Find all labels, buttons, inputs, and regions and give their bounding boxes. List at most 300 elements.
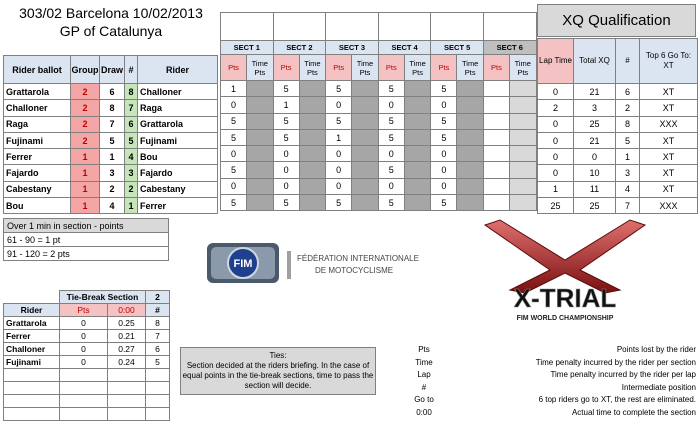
tie-cell: 0 [60,317,108,330]
group-value: 2 [71,132,100,148]
section-time-cell [457,146,484,162]
event-title-line1: 303/02 Barcelona 10/02/2013 [19,5,203,21]
section-pts-cell: 0 [378,146,404,162]
section-pts-cell: 0 [273,162,299,178]
xtrial-x-icon [470,215,660,325]
section-time-cell [247,113,274,129]
rider-number: 5 [125,132,138,148]
section-pts-cell [483,129,509,145]
section-time-cell [247,129,274,145]
legend-row [400,345,696,358]
rider-number: 2 [125,181,138,197]
section-pts-cell: 5 [273,195,299,211]
header-rider-ballot: Rider ballot [4,56,71,84]
section-pts-cell: 0 [326,178,352,194]
section-pts-cell: 5 [326,195,352,211]
section-time-cell [509,162,536,178]
tie-row [4,317,170,330]
xq-row [538,84,698,100]
section-time-cell [247,97,274,113]
rider-name: Raga [138,100,218,116]
xq-cell: XT [640,181,698,197]
section-header: SECT 6 [483,41,536,55]
xq-cell: XT [640,132,698,148]
tie-header: Rider [4,304,60,317]
ties-title: Ties: [269,351,287,360]
tie-cell [146,382,170,395]
section-blank-cell [273,13,326,41]
xtrial-logo [470,215,660,325]
ballot-rider-name: Bou [4,198,71,214]
over-time-rule: 61 - 90 = 1 pt [4,233,169,247]
tie-cell [4,369,60,382]
xq-cell: 5 [616,132,640,148]
section-pts-cell [483,97,509,113]
xq-cell: 0 [538,149,574,165]
legend-value: Actual time to complete the section [571,407,696,417]
tie-break-section-label: Tie-Break Section [60,291,146,304]
section-row [221,146,537,162]
tie-header: 0:00 [108,304,146,317]
xq-cell: XT [640,165,698,181]
section-time-cell [247,81,274,97]
section-time-cell [509,113,536,129]
section-header: SECT 2 [273,41,326,55]
tie-break-section-number: 2 [146,291,170,304]
section-time-cell [299,81,326,97]
section-pts-header: Pts [378,55,404,81]
rider-name: Fajardo [138,165,218,181]
section-time-cell [299,97,326,113]
section-time-cell [404,81,431,97]
section-pts-cell [483,113,509,129]
draw-value: 1 [100,149,125,165]
section-pts-cell: 5 [431,195,457,211]
xq-header: Top 6 Go To: XT [640,39,698,84]
rider-number: 6 [125,116,138,132]
section-pts-cell: 0 [326,97,352,113]
section-pts-cell: 0 [273,178,299,194]
xq-cell: 7 [616,198,640,214]
section-time-cell [352,178,379,194]
xq-cell: 1 [616,149,640,165]
section-time-header: Time Pts [247,55,274,81]
section-time-header: Time Pts [299,55,326,81]
tie-break-table [3,290,170,421]
section-row [221,129,537,145]
section-time-cell [404,97,431,113]
section-pts-cell: 5 [221,195,247,211]
tie-cell: 0.25 [108,317,146,330]
xtrial-name: X-TRIAL [513,283,617,313]
rider-row [4,198,218,214]
draw-value: 7 [100,116,125,132]
section-pts-cell: 0 [431,97,457,113]
tie-cell [108,395,146,408]
tie-cell [146,369,170,382]
ballot-rider-name: Fujinami [4,132,71,148]
section-pts-cell: 0 [378,97,404,113]
section-pts-cell: 5 [273,129,299,145]
section-time-cell [404,195,431,211]
ties-note [180,347,376,395]
section-time-cell [299,146,326,162]
tie-cell: Grattarola [4,317,60,330]
draw-value: 3 [100,165,125,181]
section-time-cell [247,162,274,178]
legend-row [400,370,696,383]
section-row [221,195,537,211]
ballot-rider-name: Grattarola [4,84,71,100]
section-time-cell [352,195,379,211]
legend-row [400,358,696,371]
group-value: 1 [71,181,100,197]
xq-cell: 10 [574,165,616,181]
section-pts-header: Pts [431,55,457,81]
tie-header: Pts [60,304,108,317]
tie-cell: 0 [60,356,108,369]
section-pts-cell: 0 [221,178,247,194]
over-time-table [3,218,169,261]
rider-number: 7 [125,100,138,116]
section-time-cell [457,195,484,211]
section-pts-cell: 5 [221,162,247,178]
rider-number: 4 [125,149,138,165]
section-time-cell [509,97,536,113]
section-time-cell [352,81,379,97]
rider-row [4,149,218,165]
xq-cell: XT [640,149,698,165]
section-pts-cell: 5 [221,129,247,145]
section-pts-cell: 5 [326,113,352,129]
section-header: SECT 4 [378,41,431,55]
tie-cell [146,408,170,421]
section-time-cell [457,113,484,129]
rider-name: Grattarola [138,116,218,132]
rider-number: 8 [125,84,138,100]
sections-table [220,12,537,211]
tie-cell [4,395,60,408]
section-time-cell [404,146,431,162]
section-pts-cell [483,178,509,194]
tie-cell: 8 [146,317,170,330]
event-title-line2: GP of Catalunya [59,23,163,39]
legend [400,345,696,420]
section-pts-cell: 5 [273,113,299,129]
section-time-cell [509,146,536,162]
section-pts-header: Pts [221,55,247,81]
section-time-cell [404,129,431,145]
draw-value: 2 [100,181,125,197]
section-blank-cell [483,13,536,41]
tie-cell: 0.24 [108,356,146,369]
xq-cell: XXX [640,116,698,132]
section-row [221,97,537,113]
rider-name: Bou [138,149,218,165]
section-pts-cell [483,162,509,178]
group-value: 1 [71,149,100,165]
rider-row [4,100,218,116]
fim-badge-text: FIM [233,258,253,270]
header-group: Group [71,56,100,84]
xq-cell: 3 [616,165,640,181]
section-pts-cell: 5 [431,113,457,129]
xq-cell: 0 [538,116,574,132]
section-blank-cell [221,13,274,41]
legend-value: Points lost by the rider [616,345,696,354]
group-value: 1 [71,198,100,214]
fim-text-line1: FÉDÉRATION INTERNATIONALE [297,254,419,263]
fim-logo [205,235,419,305]
tie-row [4,356,170,369]
section-time-cell [247,195,274,211]
tie-cell [108,369,146,382]
section-header: SECT 3 [326,41,379,55]
xq-cell: 21 [574,84,616,100]
tie-cell: 5 [146,356,170,369]
section-time-header: Time Pts [404,55,431,81]
section-pts-header: Pts [273,55,299,81]
section-pts-cell: 5 [378,129,404,145]
legend-row [400,383,696,396]
section-time-cell [509,129,536,145]
legend-value: 6 top riders go to XT, the rest are eliminated. [538,395,696,404]
section-pts-cell: 5 [378,81,404,97]
header-rider: Rider [138,56,218,84]
xq-qualification-title: XQ Qualification [537,4,696,37]
xq-cell: 6 [616,84,640,100]
tie-cell: 6 [146,343,170,356]
section-time-cell [247,178,274,194]
over-time-header: Over 1 min in section - points [4,219,169,233]
section-time-header: Time Pts [509,55,536,81]
section-row [221,178,537,194]
legend-value: Intermediate position [621,382,696,392]
ballot-rider-name: Fajardo [4,165,71,181]
section-time-cell [352,113,379,129]
header-draw: Draw [100,56,125,84]
section-pts-cell: 1 [273,97,299,113]
tie-row [4,330,170,343]
tie-cell [4,408,60,421]
tie-cell [4,382,60,395]
xq-cell: 25 [538,198,574,214]
section-pts-cell: 0 [273,146,299,162]
xq-table [537,38,698,214]
group-value: 2 [71,84,100,100]
tie-cell: 7 [146,330,170,343]
tie-cell: 0 [60,330,108,343]
section-pts-cell: 5 [378,162,404,178]
xq-cell: 0 [538,84,574,100]
section-pts-cell: 5 [326,81,352,97]
xq-cell: 1 [538,181,574,197]
xq-row [538,165,698,181]
group-value: 2 [71,116,100,132]
xq-cell: 3 [574,100,616,116]
tie-row [4,382,170,395]
xq-cell: 2 [616,100,640,116]
draw-value: 8 [100,100,125,116]
section-pts-cell: 5 [431,129,457,145]
section-time-cell [299,162,326,178]
section-row [221,113,537,129]
xq-row [538,100,698,116]
rider-table [3,55,218,214]
ties-text: Section decided at the riders briefing. In the case of equal points in the tie-break sections, time to pass the section will decide. [182,361,374,390]
section-pts-cell: 1 [221,81,247,97]
section-header: SECT 1 [221,41,274,55]
rider-number: 3 [125,165,138,181]
section-blank-cell [431,13,484,41]
section-pts-cell: 0 [431,162,457,178]
rider-name: Fujinami [138,132,218,148]
legend-key: # [421,382,427,392]
section-pts-cell: 5 [378,113,404,129]
draw-value: 4 [100,198,125,214]
legend-row [400,395,696,408]
section-pts-cell: 0 [431,178,457,194]
section-pts-cell: 5 [378,195,404,211]
xq-header: # [616,39,640,84]
xq-row [538,132,698,148]
xq-cell: 2 [538,100,574,116]
section-time-cell [509,195,536,211]
section-pts-header: Pts [483,55,509,81]
xq-cell: 11 [574,181,616,197]
section-blank-cell [326,13,379,41]
section-pts-cell: 5 [431,81,457,97]
section-pts-cell: 0 [221,97,247,113]
section-pts-cell: 0 [326,162,352,178]
tie-cell [60,369,108,382]
legend-value: Time penalty incurred by the rider per section [535,357,696,367]
tie-cell [108,382,146,395]
xq-row [538,116,698,132]
xq-row [538,181,698,197]
xq-cell: 21 [574,132,616,148]
fim-text-line2: DE MOTOCYCLISME [315,266,394,275]
tie-row [4,369,170,382]
tie-row [4,395,170,408]
xq-cell: 0 [538,165,574,181]
section-pts-cell [483,195,509,211]
tie-cell [146,395,170,408]
section-pts-cell: 1 [326,129,352,145]
tie-cell: Ferrer [4,330,60,343]
tie-row [4,408,170,421]
xq-cell: 8 [616,116,640,132]
header-number: # [125,56,138,84]
section-row [221,81,537,97]
tie-cell: Fujinami [4,356,60,369]
rider-name: Ferrer [138,198,218,214]
tie-header: # [146,304,170,317]
section-time-cell [509,178,536,194]
section-pts-cell: 0 [221,146,247,162]
section-time-cell [404,178,431,194]
xq-header: Lap Time [538,39,574,84]
xq-cell: 25 [574,198,616,214]
section-pts-cell: 5 [273,81,299,97]
ballot-rider-name: Challoner [4,100,71,116]
xq-cell: 4 [616,181,640,197]
xtrial-subtitle: FIM WORLD CHAMPIONSHIP [516,315,614,322]
rider-row [4,116,218,132]
legend-key: Lap [417,370,431,379]
ballot-rider-name: Raga [4,116,71,132]
draw-value: 6 [100,84,125,100]
section-time-header: Time Pts [352,55,379,81]
xq-cell: XT [640,84,698,100]
tie-cell [108,408,146,421]
xq-cell: XT [640,100,698,116]
section-pts-cell: 0 [431,146,457,162]
over-time-rule: 91 - 120 = 2 pts [4,247,169,261]
section-time-cell [404,162,431,178]
ballot-rider-name: Ferrer [4,149,71,165]
rider-row [4,84,218,100]
section-pts-cell [483,81,509,97]
legend-key: Go to [414,395,434,404]
draw-value: 5 [100,132,125,148]
section-pts-cell: 0 [378,178,404,194]
fim-badge-icon [205,235,419,305]
section-time-cell [352,162,379,178]
legend-key: Time [415,357,433,367]
section-time-cell [299,178,326,194]
legend-value: Time penalty incurred by the rider per lap [550,370,696,379]
tie-cell: 0 [60,343,108,356]
section-time-cell [457,97,484,113]
section-pts-cell [483,146,509,162]
legend-row [400,408,696,421]
section-time-cell [352,146,379,162]
xq-cell: 0 [538,132,574,148]
section-header: SECT 5 [431,41,484,55]
xq-row [538,198,698,214]
section-row [221,162,537,178]
section-time-cell [404,113,431,129]
legend-key: Pts [418,345,430,354]
rider-name: Challoner [138,84,218,100]
section-time-header: Time Pts [457,55,484,81]
group-value: 2 [71,100,100,116]
legend-key: 0:00 [416,407,432,417]
section-time-cell [352,129,379,145]
tie-row [4,343,170,356]
rider-number: 1 [125,198,138,214]
section-blank-cell [378,13,431,41]
section-pts-header: Pts [326,55,352,81]
section-time-cell [457,81,484,97]
ballot-rider-name: Cabestany [4,181,71,197]
tie-cell: Challoner [4,343,60,356]
xq-cell: XXX [640,198,698,214]
section-time-cell [299,129,326,145]
tie-cell: 0.27 [108,343,146,356]
section-time-cell [509,81,536,97]
rider-row [4,181,218,197]
section-time-cell [352,97,379,113]
xq-cell: 25 [574,116,616,132]
section-time-cell [457,129,484,145]
group-value: 1 [71,165,100,181]
xq-row [538,149,698,165]
section-time-cell [457,162,484,178]
section-time-cell [299,113,326,129]
section-time-cell [247,146,274,162]
